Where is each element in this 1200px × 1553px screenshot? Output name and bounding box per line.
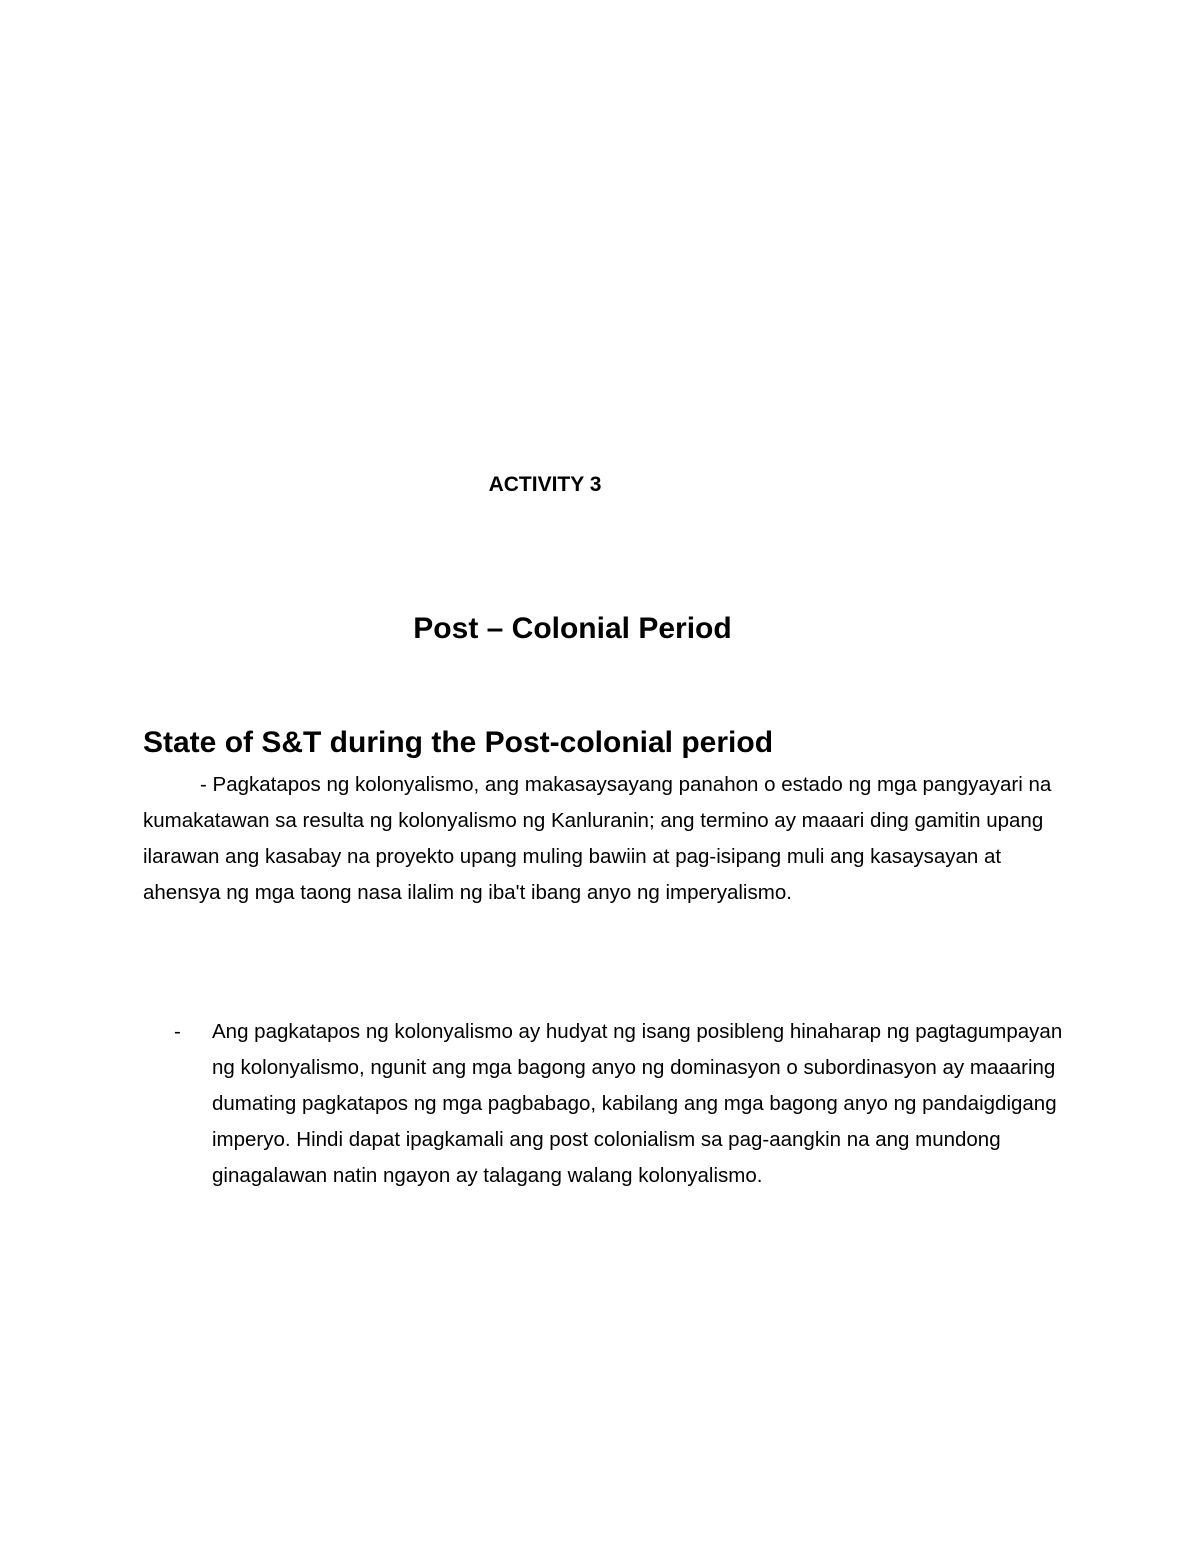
paragraph-definition: - Pagkatapos ng kolonyalismo, ang makasaysayang panahon o estado ng mga pangyayari na kumakatawan sa resulta ng kolonyalismo ng Kanluranin; ang termino ay maaari ding gamitin upang ilarawan ang kasabay na proyekto upang muling bawiin at pag-isipang muli ang kasaysayan at ahensya ng mga taong nasa ilalim ng iba't ibang anyo ng imperyalismo. — [143, 773, 1052, 904]
activity-label: ACTIVITY 3 — [488, 473, 602, 496]
section-heading: State of S&T during the Post-colonial period — [143, 726, 774, 759]
page-title: Post – Colonial Period — [413, 612, 732, 645]
bullet-text: Ang pagkatapos ng kolonyalismo ay hudyat ng isang posibleng hinaharap ng pagtagumpayan ng kolonyalismo, ngunit ang mga bagong anyo ng dominasyon o subordinasyon ay maaaring dumating pagkatapos ng mga pagbabago, kabilang ang mga bagong anyo ng pandaigdigang imperyo. Hindi dapat ipagkamali ang post colonialism sa pag-aangkin na ang mundong ginagalawan natin ngayon ay talagang walang kolonyalismo. — [212, 1020, 1063, 1187]
bullet-marker: - — [174, 1020, 181, 1043]
